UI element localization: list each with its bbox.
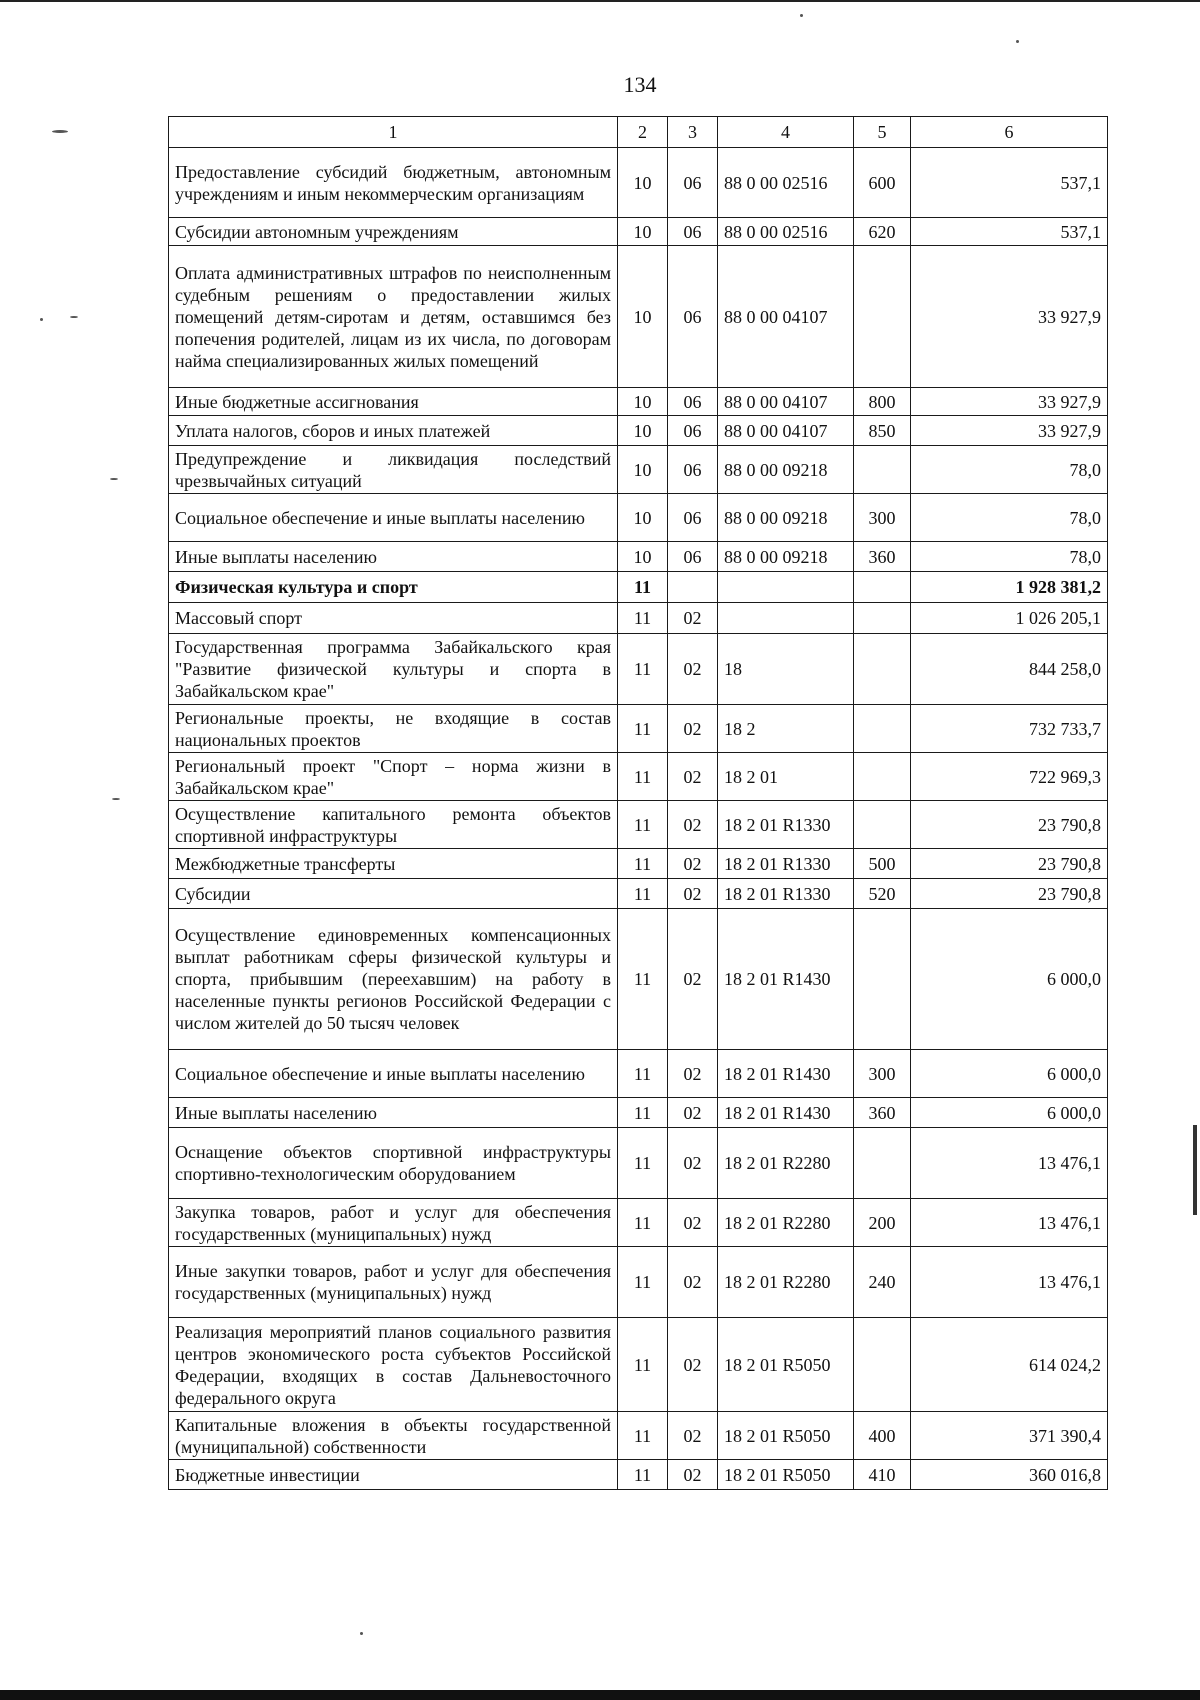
column-header: 1 xyxy=(169,117,618,148)
section-cell: 11 xyxy=(618,1199,668,1247)
subsection-cell: 06 xyxy=(668,388,718,416)
item-name-cell: Капитальные вложения в объекты государственной (муниципальной) собственности xyxy=(169,1412,618,1460)
table-row xyxy=(169,879,1108,909)
subsection-cell: 06 xyxy=(668,246,718,388)
expense-type-cell: 300 xyxy=(854,1050,911,1098)
section-cell: 11 xyxy=(618,849,668,879)
budget-table-container xyxy=(168,116,1108,1490)
column-header: 5 xyxy=(854,117,911,148)
amount-cell: 23 790,8 xyxy=(911,849,1108,879)
amount-cell: 6 000,0 xyxy=(911,1098,1108,1128)
item-name-cell: Иные выплаты населению xyxy=(169,1098,618,1128)
expense-type-cell: 800 xyxy=(854,388,911,416)
subsection-cell: 06 xyxy=(668,446,718,494)
section-cell: 10 xyxy=(618,446,668,494)
section-cell: 11 xyxy=(618,879,668,909)
subsection-cell: 06 xyxy=(668,148,718,218)
item-name-cell: Межбюджетные трансферты xyxy=(169,849,618,879)
table-row xyxy=(169,1247,1108,1318)
table-row xyxy=(169,542,1108,572)
column-header: 2 xyxy=(618,117,668,148)
expense-type-cell xyxy=(854,1128,911,1199)
target-code-cell: 88 0 00 09218 xyxy=(718,542,854,572)
target-code-cell: 18 2 01 R1330 xyxy=(718,849,854,879)
column-header: 3 xyxy=(668,117,718,148)
section-cell: 11 xyxy=(618,909,668,1050)
amount-cell: 13 476,1 xyxy=(911,1247,1108,1318)
table-row xyxy=(169,148,1108,218)
amount-cell: 13 476,1 xyxy=(911,1199,1108,1247)
scan-edge-mark xyxy=(1193,1125,1197,1215)
item-name-cell: Осуществление единовременных компенсационных выплат работникам сферы физической культуры и спорта, прибывшим (переехавшим) на работу в населенные пункты регионов Российской Федерации с числом жителей до 50 тысяч человек xyxy=(169,909,618,1050)
item-name-cell: Иные закупки товаров, работ и услуг для обеспечения государственных (муниципальных) нужд xyxy=(169,1247,618,1318)
section-cell: 11 xyxy=(618,634,668,705)
amount-cell: 1 026 205,1 xyxy=(911,603,1108,634)
section-cell: 11 xyxy=(618,1247,668,1318)
amount-cell: 537,1 xyxy=(911,148,1108,218)
item-name-cell: Уплата налогов, сборов и иных платежей xyxy=(169,416,618,446)
item-name-cell: Иные выплаты населению xyxy=(169,542,618,572)
section-cell: 10 xyxy=(618,148,668,218)
target-code-cell: 18 2 01 R5050 xyxy=(718,1318,854,1412)
budget-table xyxy=(168,116,1108,1490)
page-number: 134 xyxy=(623,72,657,97)
scan-speck xyxy=(110,478,118,480)
item-name-cell: Региональные проекты, не входящие в состав национальных проектов xyxy=(169,705,618,753)
target-code-cell: 18 2 01 R5050 xyxy=(718,1412,854,1460)
subsection-cell: 02 xyxy=(668,1050,718,1098)
scan-speck xyxy=(70,316,78,318)
subsection-cell: 06 xyxy=(668,218,718,246)
amount-cell: 844 258,0 xyxy=(911,634,1108,705)
table-row xyxy=(169,1199,1108,1247)
table-row xyxy=(169,1098,1108,1128)
section-cell: 10 xyxy=(618,388,668,416)
section-cell: 11 xyxy=(618,705,668,753)
target-code-cell: 88 0 00 04107 xyxy=(718,246,854,388)
item-name-cell: Реализация мероприятий планов социального развития центров экономического роста субъектов Российской Федерации, входящих в состав Дальневосточного федерального округа xyxy=(169,1318,618,1412)
scan-top-edge xyxy=(0,0,1200,2)
item-name-cell: Региональный проект "Спорт – норма жизни в Забайкальском крае" xyxy=(169,753,618,801)
amount-cell: 1 928 381,2 xyxy=(911,572,1108,603)
subsection-cell: 06 xyxy=(668,494,718,542)
target-code-cell: 18 2 xyxy=(718,705,854,753)
item-name-cell: Физическая культура и спорт xyxy=(169,572,618,603)
section-cell: 11 xyxy=(618,1412,668,1460)
subsection-cell: 02 xyxy=(668,1199,718,1247)
amount-cell: 722 969,3 xyxy=(911,753,1108,801)
target-code-cell: 18 2 01 R2280 xyxy=(718,1128,854,1199)
item-name-cell: Массовый спорт xyxy=(169,603,618,634)
target-code-cell: 88 0 00 04107 xyxy=(718,416,854,446)
target-code-cell xyxy=(718,572,854,603)
target-code-cell: 88 0 00 04107 xyxy=(718,388,854,416)
subsection-cell: 02 xyxy=(668,1318,718,1412)
item-name-cell: Закупка товаров, работ и услуг для обеспечения государственных (муниципальных) нужд xyxy=(169,1199,618,1247)
section-cell: 10 xyxy=(618,494,668,542)
item-name-cell: Социальное обеспечение и иные выплаты населению xyxy=(169,1050,618,1098)
section-cell: 11 xyxy=(618,572,668,603)
expense-type-cell: 300 xyxy=(854,494,911,542)
item-name-cell: Субсидии xyxy=(169,879,618,909)
amount-cell: 6 000,0 xyxy=(911,1050,1108,1098)
section-cell: 10 xyxy=(618,416,668,446)
amount-cell: 360 016,8 xyxy=(911,1460,1108,1490)
amount-cell: 78,0 xyxy=(911,446,1108,494)
expense-type-cell xyxy=(854,603,911,634)
amount-cell: 78,0 xyxy=(911,542,1108,572)
table-row xyxy=(169,416,1108,446)
target-code-cell: 88 0 00 02516 xyxy=(718,218,854,246)
table-row xyxy=(169,753,1108,801)
target-code-cell xyxy=(718,603,854,634)
section-cell: 11 xyxy=(618,1460,668,1490)
target-code-cell: 18 xyxy=(718,634,854,705)
subsection-cell: 02 xyxy=(668,909,718,1050)
expense-type-cell: 360 xyxy=(854,542,911,572)
subsection-cell: 06 xyxy=(668,542,718,572)
table-row xyxy=(169,603,1108,634)
item-name-cell: Субсидии автономным учреждениям xyxy=(169,218,618,246)
amount-cell: 371 390,4 xyxy=(911,1412,1108,1460)
expense-type-cell: 520 xyxy=(854,879,911,909)
table-row xyxy=(169,801,1108,849)
section-cell: 10 xyxy=(618,542,668,572)
table-header-row xyxy=(169,117,1108,148)
table-row xyxy=(169,246,1108,388)
subsection-cell: 02 xyxy=(668,634,718,705)
amount-cell: 537,1 xyxy=(911,218,1108,246)
scan-speck xyxy=(40,318,43,321)
expense-type-cell xyxy=(854,705,911,753)
expense-type-cell: 200 xyxy=(854,1199,911,1247)
section-cell: 11 xyxy=(618,1318,668,1412)
item-name-cell: Предоставление субсидий бюджетным, автономным учреждениям и иным некоммерческим организациям xyxy=(169,148,618,218)
target-code-cell: 18 2 01 xyxy=(718,753,854,801)
subsection-cell: 02 xyxy=(668,1412,718,1460)
amount-cell: 732 733,7 xyxy=(911,705,1108,753)
table-row xyxy=(169,849,1108,879)
table-row xyxy=(169,1128,1108,1199)
table-row xyxy=(169,388,1108,416)
scan-speck xyxy=(1016,40,1019,43)
column-header: 4 xyxy=(718,117,854,148)
amount-cell: 33 927,9 xyxy=(911,388,1108,416)
target-code-cell: 18 2 01 R1430 xyxy=(718,1050,854,1098)
scan-speck xyxy=(800,14,803,17)
amount-cell: 23 790,8 xyxy=(911,879,1108,909)
item-name-cell: Государственная программа Забайкальского края "Развитие физической культуры и спорта в Забайкальском крае" xyxy=(169,634,618,705)
expense-type-cell xyxy=(854,1318,911,1412)
amount-cell: 614 024,2 xyxy=(911,1318,1108,1412)
subsection-cell: 02 xyxy=(668,753,718,801)
expense-type-cell: 400 xyxy=(854,1412,911,1460)
table-row xyxy=(169,634,1108,705)
target-code-cell: 18 2 01 R1430 xyxy=(718,1098,854,1128)
target-code-cell: 88 0 00 09218 xyxy=(718,494,854,542)
item-name-cell: Иные бюджетные ассигнования xyxy=(169,388,618,416)
amount-cell: 33 927,9 xyxy=(911,246,1108,388)
expense-type-cell xyxy=(854,572,911,603)
item-name-cell: Социальное обеспечение и иные выплаты населению xyxy=(169,494,618,542)
target-code-cell: 18 2 01 R1330 xyxy=(718,801,854,849)
item-name-cell: Предупреждение и ликвидация последствий чрезвычайных ситуаций xyxy=(169,446,618,494)
section-cell: 11 xyxy=(618,1098,668,1128)
expense-type-cell xyxy=(854,801,911,849)
table-row xyxy=(169,446,1108,494)
amount-cell: 13 476,1 xyxy=(911,1128,1108,1199)
expense-type-cell: 620 xyxy=(854,218,911,246)
section-cell: 11 xyxy=(618,1128,668,1199)
expense-type-cell: 410 xyxy=(854,1460,911,1490)
expense-type-cell: 360 xyxy=(854,1098,911,1128)
subsection-cell: 02 xyxy=(668,1247,718,1318)
expense-type-cell: 600 xyxy=(854,148,911,218)
subsection-cell: 06 xyxy=(668,416,718,446)
expense-type-cell xyxy=(854,246,911,388)
table-row xyxy=(169,1412,1108,1460)
subsection-cell: 02 xyxy=(668,1128,718,1199)
expense-type-cell: 500 xyxy=(854,849,911,879)
target-code-cell: 88 0 00 09218 xyxy=(718,446,854,494)
table-row xyxy=(169,494,1108,542)
section-cell: 10 xyxy=(618,246,668,388)
scan-speck xyxy=(360,1632,363,1635)
item-name-cell: Оплата административных штрафов по неисполненным судебным решениям о предоставлении жилых помещений детям-сиротам и детям, оставшимся без попечения родителей, лицам из их числа, по договорам найма специализированных жилых помещений xyxy=(169,246,618,388)
section-cell: 11 xyxy=(618,603,668,634)
subsection-cell: 02 xyxy=(668,1460,718,1490)
table-row xyxy=(169,572,1108,603)
subsection-cell: 02 xyxy=(668,879,718,909)
section-cell: 11 xyxy=(618,1050,668,1098)
amount-cell: 6 000,0 xyxy=(911,909,1108,1050)
target-code-cell: 88 0 00 02516 xyxy=(718,148,854,218)
target-code-cell: 18 2 01 R1430 xyxy=(718,909,854,1050)
subsection-cell: 02 xyxy=(668,705,718,753)
scan-speck xyxy=(112,798,120,800)
subsection-cell: 02 xyxy=(668,603,718,634)
scan-bottom-edge xyxy=(0,1690,1200,1700)
expense-type-cell xyxy=(854,446,911,494)
amount-cell: 23 790,8 xyxy=(911,801,1108,849)
subsection-cell: 02 xyxy=(668,849,718,879)
item-name-cell: Осуществление капитального ремонта объектов спортивной инфраструктуры xyxy=(169,801,618,849)
expense-type-cell xyxy=(854,753,911,801)
section-cell: 11 xyxy=(618,753,668,801)
section-cell: 11 xyxy=(618,801,668,849)
table-row xyxy=(169,1318,1108,1412)
item-name-cell: Оснащение объектов спортивной инфраструктуры спортивно-технологическим оборудованием xyxy=(169,1128,618,1199)
table-row xyxy=(169,1460,1108,1490)
target-code-cell: 18 2 01 R1330 xyxy=(718,879,854,909)
target-code-cell: 18 2 01 R2280 xyxy=(718,1199,854,1247)
table-row xyxy=(169,1050,1108,1098)
expense-type-cell: 850 xyxy=(854,416,911,446)
expense-type-cell xyxy=(854,634,911,705)
section-cell: 10 xyxy=(618,218,668,246)
amount-cell: 33 927,9 xyxy=(911,416,1108,446)
table-row xyxy=(169,909,1108,1050)
column-header: 6 xyxy=(911,117,1108,148)
expense-type-cell xyxy=(854,909,911,1050)
scan-speck xyxy=(52,130,68,133)
subsection-cell: 02 xyxy=(668,1098,718,1128)
target-code-cell: 18 2 01 R2280 xyxy=(718,1247,854,1318)
target-code-cell: 18 2 01 R5050 xyxy=(718,1460,854,1490)
item-name-cell: Бюджетные инвестиции xyxy=(169,1460,618,1490)
expense-type-cell: 240 xyxy=(854,1247,911,1318)
subsection-cell xyxy=(668,572,718,603)
subsection-cell: 02 xyxy=(668,801,718,849)
table-row xyxy=(169,218,1108,246)
amount-cell: 78,0 xyxy=(911,494,1108,542)
table-row xyxy=(169,705,1108,753)
